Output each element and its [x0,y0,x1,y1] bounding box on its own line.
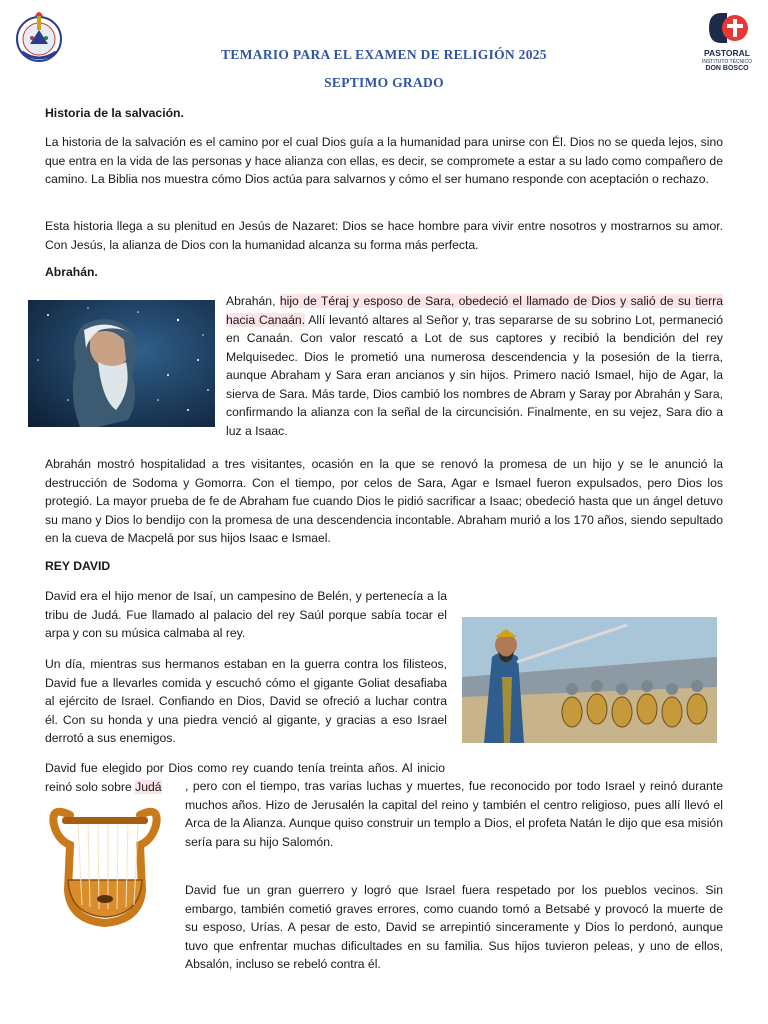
paragraph-salvacion-2: Esta historia llega a su plenitud en Jesús de Nazaret: Dios se hace hombre para vivir entre nosotros y mostrarnos su amor. Con Jesús, la alianza de Dios con la humanidad alcanza su forma más perfecta. [45,219,723,252]
david-reign-text: David fue elegido por Dios como rey cuando tenía treinta años. Al inicio reinó solo sobre [45,761,445,794]
institute-label: INSTITUTO TÉCNICO [701,59,753,65]
document-title: TEMARIO PARA EL EXAMEN DE RELIGIÓN 2025 [221,47,547,62]
paragraph-david-4: David fue un gran guerrero y logró que Israel fuera respetado por los pueblos vecinos. Sin embargo, también cometió graves errores, como cuando tomó a Betsabé y provocó la muerte de su esposo, Urías. A pesar de esto, David se arrepintió sinceramente y Dios lo perdonó, aunque tuvo que enfrentar muchas dificultades en su familia. Sus hijos tuvieron peleas, y uno de ellos, Absalón, incluso se rebeló contra él. [185,883,723,971]
heading-salvacion: Historia de la salvación. [45,106,184,120]
paragraph-david-1: David era el hijo menor de Isaí, un campesino de Belén, y pertenecía a la tribu de Judá. Fue llamado al palacio del rey Saúl porque sabía tocar el arpa y con su música calmaba al rey. [45,589,447,640]
juda-highlight: Judá [135,779,162,794]
paragraph-david-3-rest: , pero con el tiempo, tras varias luchas y muertes, fue reconocido por todo Israel y reinó durante muchos años. Hizo de Jerusalén la capital del reino y también el centro religioso, pues allí llevó el Arca de la Alianza. Aunque quiso construir un templo a Dios, el profeta Natán le dijo que esa misión sería para su hijo Salomón. [185,779,723,849]
paragraph-abrahan-2: Abrahán mostró hospitalidad a tres visitantes, ocasión en la que se renovó la promesa de un hijo y se le anunció la destrucción de Sodoma y Gomorra. Con el tiempo, por celos de Sara, Agar e Ismael fueron expulsados, pero Dios los protegió. La mayor prueba de fe de Abraham fue cuando Dios le pidió sacrificar a Isaac; obedeció hasta que un ángel detuvo su mano y Dios lo bendijo con la promesa de una descendencia incontable. Abraham murió a los 170 años, siendo sepultado en la cueva de Macpelá por sus hijos Isaac e Ismael. [45,457,723,545]
harp-lyre-illustration [40,795,170,930]
abrahan-highlight: hijo de Téraj y esposo de Sara, obedeció el llamado de Dios y salió de su tierra hacia Canaán. [226,294,723,327]
pastoral-logo [701,8,753,78]
paragraph-salvacion-1: La historia de la salvación es el camino por el cual Dios guía a la humanidad para unirse con Él. Dios no se queda lejos, sino que entra en la vida de las personas y hace alianza con ellas, es decir, se compromete a estar a su lado como compañero de camino. La Biblia nos muestra cómo Dios actúa para salvarnos y cómo el ser humano responde con aceptación o rechazo. [45,135,723,186]
pastoral-cross-icon [705,10,749,46]
pastoral-label: PASTORAL [704,48,750,58]
abrahan-text-start: Abrahán, [226,294,280,308]
abrahan-text-rest: Allí levantó altares al Señor y, tras separarse de su sobrino Lot, permaneció en Canaán. Con valor rescató a Lot de sus captores y recibió la bendición del rey Melquisedec. Dios le prometió una numerosa descendencia y la posesión de la tierra, aunque Abraham y Sara eran ancianos y sin hijos. Primero nació Ismael, hijo de Agar, la sierva de Sara. Más tarde, Dios cambió los nombres de Abram y Saray por Abrahán y Sara, confirmando la alianza con la señal de la circuncisión. Finalmente, en su vejez, Sara dio a luz a Isaac. [226,312,723,438]
heading-rey-david: REY DAVID [45,559,111,573]
king-david-army-illustration [462,617,717,743]
abraham-under-stars-illustration [28,300,215,427]
paragraph-abrahan-1 [226,292,723,440]
paragraph-david-2: Un día, mientras sus hermanos estaban en la guerra contra los filisteos, David fue a llevarles comida y escuchó cómo el gigante Goliat desafiaba al ejército de Israel. Confiando en Dios, David se ofreció a luchar contra él. Con su honda y una piedra venció al gigante, y gracias a eso Israel derrotó a sus enemigos. [45,657,447,745]
document-subtitle: SEPTIMO GRADO [324,75,444,90]
don-bosco-label: DON BOSCO [705,65,749,72]
heading-abrahan: Abrahán. [45,265,98,279]
